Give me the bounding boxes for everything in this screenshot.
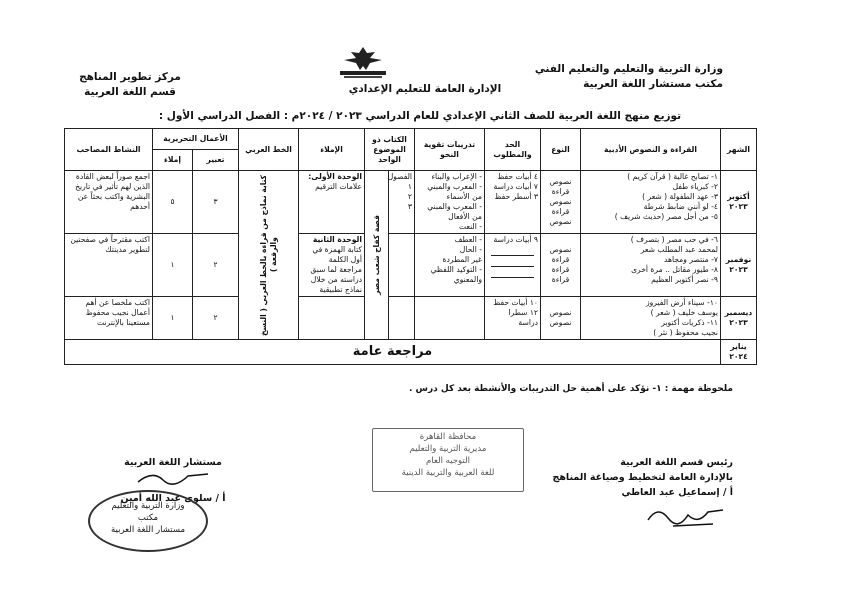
- book-title: قصة كفاح شعب مصر: [371, 215, 381, 295]
- type-item: نصوص: [549, 217, 572, 226]
- dictation-unit: الوحدة الأولى:: [308, 172, 362, 181]
- general-review: مراجعة عامة: [65, 340, 721, 365]
- activity-cell: اجمع صوراً لبعض القادة الذين لهم تأثير في تاريخ البشرية واكتب بحثاً عن أحدهم: [65, 171, 153, 234]
- month-cell: يناير ٢٠٢٤: [721, 340, 757, 365]
- ministry-line: وزارة التربية والتعليم والتعليم الفني: [534, 63, 723, 75]
- type-item: قراءة: [551, 265, 570, 274]
- imlaa-count: ١: [153, 297, 193, 340]
- dictation-cell: [299, 297, 365, 340]
- month-cell: نوفمبر ٢٠٢٣: [721, 234, 757, 297]
- limit-item: ١٠ أبيات حفظ: [493, 298, 538, 307]
- reading-item: ٦- في حب مصر ( بتصرف ): [630, 235, 718, 244]
- signature-title: رئيس قسم اللغة العربية: [620, 457, 733, 468]
- limit-item: ٣ أسطر حفظ: [494, 192, 538, 201]
- activity-cell: اكتب ملخصا عن أهم أعمال نجيب محفوظ مستعينا بالإنترنت: [65, 297, 153, 340]
- administration-line: الإدارة العامة للتعليم الإعدادي: [348, 83, 502, 95]
- dictation-topic: علامات الترقيم: [315, 182, 362, 191]
- reading-item: ٢- كبرياء طفل: [672, 182, 718, 191]
- directorate-stamp: [372, 428, 524, 492]
- oval-line: مكتب: [137, 513, 159, 523]
- header-reading: القراءة و النصوص الأدبية: [581, 129, 721, 171]
- dictation-unit: الوحدة الثانية: [312, 235, 362, 244]
- expression-count: ٣: [193, 171, 239, 234]
- book-unit: ١: [407, 182, 412, 191]
- type-item: نصوص: [549, 245, 572, 254]
- handwritten-signature-icon: [643, 500, 733, 530]
- book-units-cell: [389, 297, 415, 340]
- grammar-item: غير المطردة: [442, 255, 482, 264]
- book-unit-label: الفصول: [387, 172, 412, 181]
- reading-item: ٩- نصر أكتوبر العظيم: [651, 275, 718, 284]
- table-header-row: [65, 129, 757, 150]
- reading-item: ١١- ذكريات أكتوبر: [661, 318, 718, 327]
- activity-cell: اكتب مقترحاً في صفحتين لتطوير مدينتك: [65, 234, 153, 297]
- oval-line: وزارة التربية والتعليم: [111, 501, 185, 511]
- signature-name: أ / سلوى عبد الله أمين: [120, 493, 226, 504]
- book-units-cell: [389, 234, 415, 297]
- header-limit: الحد والمطلوب: [485, 129, 541, 171]
- limit-item: ٩ أبيات دراسة: [493, 235, 538, 244]
- table-row: [65, 234, 757, 297]
- reading-item: ٨- طيور مقاتل .. مرة أخرى: [631, 265, 718, 274]
- blank-line: [491, 269, 534, 278]
- document-title: توزيع منهج اللغة العربية للصف الثاني الإعدادي للعام الدراسي ٢٠٢٣ / ٢٠٢٤م : الفصل الدراسي الأول :: [158, 110, 682, 122]
- department-line: قسم اللغة العربية: [84, 86, 176, 98]
- header-imlaa: إملاء: [153, 150, 193, 171]
- handwritten-signature-icon: [133, 470, 213, 486]
- header-dictation: الإملاء: [299, 129, 365, 171]
- table-row: [65, 297, 757, 340]
- book-unit: ٣: [407, 202, 412, 211]
- limit-item: ١٢ سطرا دراسة: [508, 308, 538, 327]
- blank-line: [491, 247, 534, 256]
- calligraphy-text: كتابة نماذج من قراءة بالخط العربي ( النسخ والرقعة ): [258, 174, 278, 336]
- center-line: مركز تطوير المناهج: [79, 71, 181, 83]
- type-item: قراءة: [551, 187, 570, 196]
- imlaa-count: ٥: [153, 171, 193, 234]
- month-cell: ديسمبر ٢٠٢٣: [721, 297, 757, 340]
- head-of-department-signature: [553, 455, 734, 535]
- table-row: [65, 340, 757, 365]
- month-cell: أكتوبر ٢٠٢٣: [721, 171, 757, 234]
- curriculum-table: [64, 128, 757, 365]
- grammar-item: - المعرب والمبني من الأفعال: [427, 202, 482, 221]
- type-item: نصوص: [549, 197, 572, 206]
- limit-cell: [485, 297, 541, 340]
- limit-item: ٤ أبيات حفظ: [497, 172, 538, 181]
- table-row: [65, 171, 757, 234]
- reading-item: يوسف خليف ( شعر ): [650, 308, 718, 317]
- reading-item: ٥- من أجل مصر (حديث شريف ): [614, 212, 718, 221]
- type-cell: [541, 297, 581, 340]
- grammar-cell: [415, 171, 485, 234]
- book-units-cell: [389, 171, 415, 234]
- limit-item: ٧ أبيات دراسة: [493, 182, 538, 191]
- imlaa-count: ١: [153, 234, 193, 297]
- limit-cell: [485, 234, 541, 297]
- reading-item: ٣- عهد الطفولة ( شعر ): [642, 192, 718, 201]
- dictation-topic: كتابة الهمزة في أول الكلمة: [312, 245, 362, 264]
- reading-item: نجيب محفوظ ( نثر ): [653, 328, 718, 337]
- grammar-item: - الإعراب والبناء: [431, 172, 482, 181]
- book-title-cell: [365, 171, 389, 340]
- header-type: النوع: [541, 129, 581, 171]
- type-item: نصوص: [549, 318, 572, 327]
- dictation-cell: [299, 171, 365, 234]
- office-line: مكتب مستشار اللغة العربية: [583, 78, 723, 90]
- type-cell: [541, 234, 581, 297]
- reading-item: ٤- لو أنني ضابط شرطة: [643, 202, 718, 211]
- limit-cell: [485, 171, 541, 234]
- dictation-cell: [299, 234, 365, 297]
- type-cell: [541, 171, 581, 234]
- reading-item: ١- تصابح غالية ( قرآن كريم ): [627, 172, 718, 181]
- header-calligraphy: الخط العربي: [239, 129, 299, 171]
- reading-item: لمحمد عبد المطلب شعر: [640, 245, 718, 254]
- eagle-emblem-icon: [330, 44, 396, 80]
- book-unit: ٢: [407, 192, 412, 201]
- reading-item: ١٠- سيناء أرض الفيروز: [645, 298, 718, 307]
- type-item: نصوص: [549, 177, 572, 186]
- signature-dept: بالإدارة العامة لتخطيط وصياغة المناهج: [552, 472, 733, 483]
- expression-count: ٢: [193, 297, 239, 340]
- grammar-item: - المعرب والمبني من الأسماء: [427, 182, 482, 201]
- type-item: قراءة: [551, 275, 570, 284]
- ministry-header: [535, 62, 723, 92]
- header-expression: تعبير: [193, 150, 239, 171]
- office-oval-stamp: [88, 490, 208, 552]
- header-book: الكتاب ذو الموضوع الواحد: [365, 129, 415, 171]
- grammar-item: - العطف: [454, 235, 482, 244]
- dictation-review: مراجعة لما سبق دراسته من خلال نماذج تطبيقية: [310, 265, 362, 294]
- stamp-line: محافظة القاهرة: [419, 432, 477, 442]
- expression-count: ٢: [193, 234, 239, 297]
- grammar-item: - النعت: [459, 222, 482, 231]
- stamp-line: التوجيه العام: [426, 456, 470, 466]
- curriculum-center-header: [70, 70, 190, 100]
- blank-line: [491, 258, 534, 267]
- signature-name: أ / إسماعيل عبد العاطي: [621, 487, 733, 498]
- grammar-cell: [415, 234, 485, 297]
- stamp-line: مديرية التربية والتعليم: [409, 444, 487, 454]
- header-grammar: تدريبات تقوية النحو: [415, 129, 485, 171]
- grammar-cell: [415, 297, 485, 340]
- header-month: الشهر: [721, 129, 757, 171]
- type-item: قراءة: [551, 255, 570, 264]
- oval-line: مستشار اللغة العربية: [110, 525, 186, 535]
- type-item: نصوص: [549, 308, 572, 317]
- stamp-line: للغة العربية والتربية الدينية: [401, 468, 495, 478]
- important-note: ملحوظة مهمة : ١- نؤكد على أهمية حل التدريبات والأنشطة بعد كل درس .: [409, 384, 733, 394]
- type-item: قراءة: [551, 207, 570, 216]
- grammar-item: - التوكيد اللفظي والمعنوي: [430, 265, 482, 284]
- calligraphy-cell: [239, 171, 299, 340]
- signature-title: مستشار اللغة العربية: [124, 457, 222, 468]
- reading-cell: [581, 171, 721, 234]
- header-activity: النشاط المصاحب: [65, 129, 153, 171]
- grammar-item: - الحال: [459, 245, 482, 254]
- header-writing: الأعمال التحريرية: [153, 129, 239, 150]
- reading-cell: [581, 234, 721, 297]
- reading-cell: [581, 297, 721, 340]
- reading-item: ٧- منتصر ومجاهد: [663, 255, 718, 264]
